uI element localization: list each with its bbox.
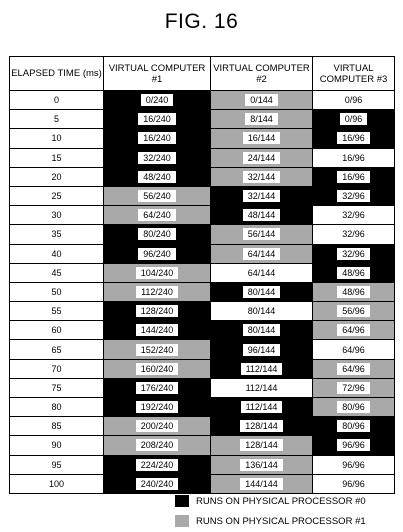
schedule-table [9, 56, 395, 494]
header-elapsed-time: ELAPSED TIME (ms) [10, 57, 104, 91]
virtual-computer-1-cell [104, 321, 211, 340]
virtual-computer-1-cell [104, 302, 211, 321]
virtual-computer-2-cell [211, 167, 313, 186]
progress-value: 152/240 [136, 344, 179, 356]
table-row [10, 167, 395, 186]
virtual-computer-3-cell [313, 206, 395, 225]
table-row [10, 186, 395, 205]
progress-value: 200/240 [136, 420, 179, 432]
virtual-computer-2-cell [211, 110, 313, 129]
progress-value: 0/96 [340, 113, 368, 125]
elapsed-time-cell: 50 [10, 282, 104, 301]
virtual-computer-3-cell [313, 474, 395, 493]
virtual-computer-2-cell [211, 282, 313, 301]
virtual-computer-1-cell [104, 129, 211, 148]
virtual-computer-1-cell [104, 263, 211, 282]
elapsed-time-cell: 80 [10, 398, 104, 417]
virtual-computer-3-cell [313, 263, 395, 282]
virtual-computer-3-cell [313, 321, 395, 340]
progress-value: 16/240 [138, 132, 176, 144]
virtual-computer-2-cell [211, 186, 313, 205]
virtual-computer-2-cell [211, 378, 313, 397]
progress-value: 48/96 [337, 286, 370, 298]
virtual-computer-2-cell [211, 455, 313, 474]
virtual-computer-3-cell [313, 378, 395, 397]
progress-value: 128/240 [136, 305, 179, 317]
progress-value: 104/240 [136, 267, 179, 279]
virtual-computer-2-cell [211, 359, 313, 378]
progress-value: 0/144 [245, 94, 278, 106]
progress-value: 56/144 [243, 228, 281, 240]
progress-value: 80/144 [243, 286, 281, 298]
progress-value: 16/144 [243, 132, 281, 144]
elapsed-time-cell: 5 [10, 110, 104, 129]
progress-value: 208/240 [136, 439, 179, 451]
progress-value: 96/144 [243, 344, 281, 356]
virtual-computer-3-cell [313, 167, 395, 186]
virtual-computer-2-cell [211, 340, 313, 359]
virtual-computer-1-cell [104, 91, 211, 110]
elapsed-time-cell: 65 [10, 340, 104, 359]
elapsed-time-cell: 60 [10, 321, 104, 340]
legend-swatch-black [175, 495, 189, 507]
virtual-computer-3-cell [313, 91, 395, 110]
legend-swatch-gray [175, 515, 189, 527]
progress-value: 192/240 [136, 401, 179, 413]
progress-value: 128/144 [240, 439, 283, 451]
progress-value: 64/144 [243, 248, 281, 260]
progress-value: 32/96 [342, 210, 365, 221]
virtual-computer-2-cell [211, 129, 313, 148]
progress-value: 80/144 [243, 324, 281, 336]
progress-value: 136/144 [240, 459, 283, 471]
progress-value: 80/96 [337, 420, 370, 432]
table-row [10, 282, 395, 301]
progress-value: 80/96 [337, 401, 370, 413]
table-row [10, 455, 395, 474]
progress-value: 16/96 [337, 171, 370, 183]
virtual-computer-1-cell [104, 378, 211, 397]
virtual-computer-3-cell [313, 455, 395, 474]
virtual-computer-1-cell [104, 436, 211, 455]
elapsed-time-cell: 0 [10, 91, 104, 110]
table-row [10, 244, 395, 263]
progress-value: 16/240 [138, 113, 176, 125]
table-row [10, 302, 395, 321]
progress-value: 96/96 [342, 459, 365, 470]
progress-value: 16/96 [337, 132, 370, 144]
virtual-computer-2-cell [211, 398, 313, 417]
virtual-computer-1-cell [104, 206, 211, 225]
table-row [10, 110, 395, 129]
virtual-computer-2-cell [211, 436, 313, 455]
virtual-computer-3-cell [313, 359, 395, 378]
progress-value: 32/96 [342, 229, 365, 240]
progress-value: 0/240 [141, 94, 174, 106]
virtual-computer-3-cell [313, 282, 395, 301]
progress-value: 80/240 [138, 228, 176, 240]
elapsed-time-cell: 95 [10, 455, 104, 474]
virtual-computer-1-cell [104, 282, 211, 301]
progress-value: 24/144 [243, 152, 281, 164]
elapsed-time-cell: 75 [10, 378, 104, 397]
progress-value: 64/144 [247, 267, 276, 278]
progress-value: 96/96 [342, 478, 365, 489]
progress-value: 176/240 [136, 382, 179, 394]
progress-value: 48/240 [138, 171, 176, 183]
elapsed-time-cell: 90 [10, 436, 104, 455]
virtual-computer-2-cell [211, 263, 313, 282]
progress-value: 72/96 [337, 382, 370, 394]
table-row [10, 474, 395, 493]
virtual-computer-3-cell [313, 186, 395, 205]
table-row [10, 378, 395, 397]
legend-label: RUNS ON PHYSICAL PROCESSOR #0 [196, 495, 366, 507]
elapsed-time-cell: 100 [10, 474, 104, 493]
legend-item-processor-1 [175, 513, 397, 529]
virtual-computer-2-cell [211, 417, 313, 436]
elapsed-time-cell: 85 [10, 417, 104, 436]
progress-value: 8/144 [245, 113, 278, 125]
table-header-row [10, 57, 395, 91]
elapsed-time-cell: 40 [10, 244, 104, 263]
elapsed-time-cell: 35 [10, 225, 104, 244]
table-row [10, 321, 395, 340]
virtual-computer-2-cell [211, 148, 313, 167]
progress-value: 56/96 [337, 305, 370, 317]
elapsed-time-cell: 70 [10, 359, 104, 378]
virtual-computer-1-cell [104, 110, 211, 129]
progress-value: 32/96 [337, 190, 370, 202]
header-virtual-computer-3: VIRTUAL COMPUTER #3 [313, 57, 395, 91]
virtual-computer-3-cell [313, 302, 395, 321]
virtual-computer-3-cell [313, 148, 395, 167]
virtual-computer-1-cell [104, 398, 211, 417]
progress-value: 32/240 [138, 152, 176, 164]
table-row [10, 148, 395, 167]
virtual-computer-3-cell [313, 398, 395, 417]
progress-value: 160/240 [136, 363, 179, 375]
progress-value: 64/96 [337, 363, 370, 375]
header-virtual-computer-2: VIRTUAL COMPUTER #2 [211, 57, 313, 91]
virtual-computer-3-cell [313, 110, 395, 129]
legend-label: RUNS ON PHYSICAL PROCESSOR #1 [196, 515, 366, 527]
progress-value: 112/144 [241, 401, 283, 413]
virtual-computer-3-cell [313, 436, 395, 455]
elapsed-time-cell: 25 [10, 186, 104, 205]
virtual-computer-3-cell [313, 244, 395, 263]
progress-value: 112/144 [245, 382, 278, 393]
virtual-computer-1-cell [104, 474, 211, 493]
progress-value: 32/144 [243, 171, 281, 183]
progress-value: 96/96 [337, 439, 370, 451]
virtual-computer-1-cell [104, 186, 211, 205]
virtual-computer-2-cell [211, 225, 313, 244]
progress-value: 112/240 [136, 286, 178, 298]
header-virtual-computer-1: VIRTUAL COMPUTER #1 [104, 57, 211, 91]
progress-value: 144/144 [240, 478, 283, 490]
table-row [10, 91, 395, 110]
progress-value: 56/240 [138, 190, 176, 202]
progress-value: 16/96 [342, 152, 365, 163]
progress-value: 240/240 [136, 478, 179, 490]
progress-value: 64/96 [337, 324, 370, 336]
progress-value: 48/96 [337, 267, 370, 279]
virtual-computer-2-cell [211, 321, 313, 340]
table-body [10, 91, 395, 494]
elapsed-time-cell: 45 [10, 263, 104, 282]
virtual-computer-2-cell [211, 474, 313, 493]
table-row [10, 225, 395, 244]
virtual-computer-3-cell [313, 340, 395, 359]
virtual-computer-1-cell [104, 167, 211, 186]
table-row [10, 206, 395, 225]
progress-value: 64/96 [342, 344, 365, 355]
table-row [10, 417, 395, 436]
virtual-computer-3-cell [313, 225, 395, 244]
table-row [10, 398, 395, 417]
virtual-computer-1-cell [104, 359, 211, 378]
virtual-computer-2-cell [211, 302, 313, 321]
virtual-computer-2-cell [211, 206, 313, 225]
table-row [10, 129, 395, 148]
table-row [10, 436, 395, 455]
table-row [10, 263, 395, 282]
progress-value: 32/144 [243, 190, 281, 202]
progress-value: 32/96 [337, 248, 370, 260]
table-row [10, 340, 395, 359]
virtual-computer-2-cell [211, 244, 313, 263]
virtual-computer-1-cell [104, 148, 211, 167]
progress-value: 144/240 [136, 324, 179, 336]
progress-value: 64/240 [138, 209, 176, 221]
virtual-computer-1-cell [104, 340, 211, 359]
elapsed-time-cell: 55 [10, 302, 104, 321]
table-row [10, 359, 395, 378]
virtual-computer-3-cell [313, 417, 395, 436]
progress-value: 80/144 [247, 306, 276, 317]
progress-value: 0/96 [344, 95, 363, 106]
virtual-computer-1-cell [104, 455, 211, 474]
progress-value: 48/144 [243, 209, 281, 221]
virtual-computer-1-cell [104, 225, 211, 244]
elapsed-time-cell: 30 [10, 206, 104, 225]
progress-value: 96/240 [138, 248, 176, 260]
progress-value: 224/240 [136, 459, 179, 471]
virtual-computer-2-cell [211, 91, 313, 110]
virtual-computer-1-cell [104, 417, 211, 436]
elapsed-time-cell: 20 [10, 167, 104, 186]
progress-value: 128/144 [240, 420, 283, 432]
virtual-computer-3-cell [313, 129, 395, 148]
elapsed-time-cell: 15 [10, 148, 104, 167]
virtual-computer-1-cell [104, 244, 211, 263]
legend-item-processor-0 [175, 493, 397, 509]
progress-value: 112/144 [241, 363, 283, 375]
figure-title: FIG. 16 [164, 10, 239, 33]
elapsed-time-cell: 10 [10, 129, 104, 148]
